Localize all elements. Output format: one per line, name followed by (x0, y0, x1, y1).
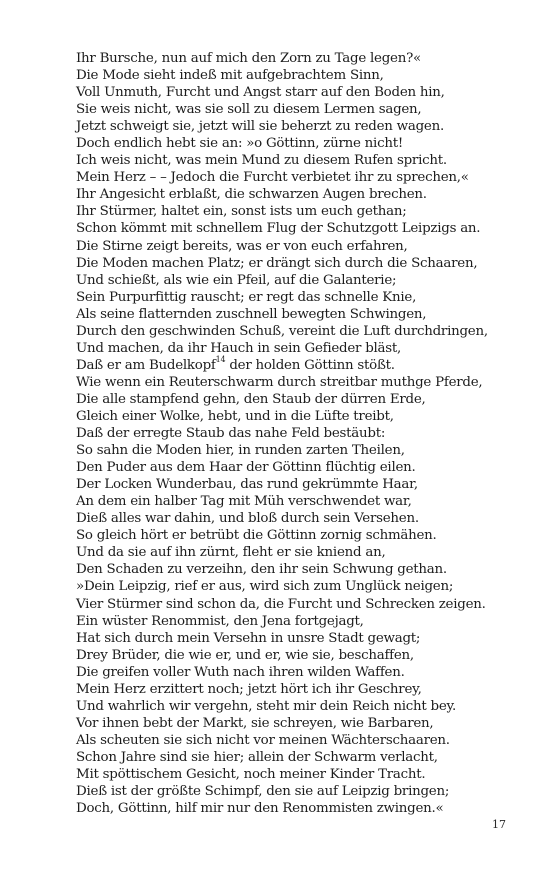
poem-line-8: Mein Herz – – Jedoch die Furcht verbietet ihr zu sprechen,« (76, 170, 469, 186)
poem-line-45: Doch, Göttinn, hilf mir nur den Renommisten zwingen.« (76, 801, 444, 817)
poem-line-24: So sahn die Moden hier, in runden zarten Theilen, (76, 443, 405, 459)
poem-line-6: Doch endlich hebt sie an: »o Göttinn, zürne nicht! (76, 136, 403, 152)
poem-line-1: Ihr Bursche, nun auf mich den Zorn zu Tage legen?« (76, 51, 421, 66)
poem-line-4: Sie weis nicht, was sie soll zu diesem Lermen sagen, (76, 102, 422, 118)
poem-line-14: Und schießt, als wie ein Pfeil, auf die Galanterie; (76, 272, 397, 288)
poem-line-39: Und wahrlich wir vergehn, steht mir dein Reich nicht bey. (76, 698, 457, 714)
poem-line-19-start: Daß er am Budelkopf (76, 357, 216, 373)
poem-line-17: Durch den geschwinden Schuß, vereint die Luft durchdringen, (76, 323, 488, 339)
poem-line-28: Dieß alles war dahin, und bloß durch sein Versehen. (76, 511, 419, 527)
poem-line-21: Die alle stampfend gehn, den Staub der dürren Erde, (76, 391, 426, 407)
poem-line-22: Gleich einer Wolke, hebt, und in die Lüfte treibt, (76, 408, 394, 424)
poem-line-25: Den Puder aus dem Haar der Göttinn flüchtig eilen. (76, 460, 416, 476)
poem-line-41: Als scheuten sie sich nicht vor meinen Wächterschaaren. (76, 732, 450, 748)
poem-line-13: Die Moden machen Platz; er drängt sich durch die Schaaren, (76, 255, 478, 271)
poem-line-7: Ich weis nicht, was mein Mund zu diesem Rufen spricht. (76, 153, 447, 169)
poem-line-16: Als seine flatternden zuschnell bewegten Schwingen, (76, 306, 427, 322)
poem-line-26: Der Locken Wunderbau, das rund gekrümmte Haar, (76, 477, 418, 493)
poem-line-15: Sein Purpurfittig rauscht; er regt das schnelle Knie, (76, 289, 417, 305)
poem-line-3: Voll Unmuth, Furcht und Angst starr auf den Boden hin, (76, 85, 445, 101)
poem-line-12: Die Stirne zeigt bereits, was er von euch erfahren, (76, 238, 408, 254)
poem-line-32: »Dein Leipzig, rief er aus, wird sich zum Unglück neigen; (76, 579, 454, 595)
poem-line-33: Vier Stürmer sind schon da, die Furcht und Schrecken zeigen. (76, 596, 486, 612)
poem-text (76, 50, 516, 817)
poem-line-19 (76, 357, 516, 374)
poem-line-34: Ein wüster Renommist, den Jena fortgejagt, (76, 613, 364, 629)
poem-line-19-end: der holden Göttinn stößt. (225, 357, 395, 373)
poem-line-29: So gleich hört er betrübt die Göttinn zornig schmähen. (76, 528, 437, 544)
footnote-marker[interactable]: 14 (215, 355, 226, 365)
poem-line-18: Und machen, da ihr Hauch in sein Gefieder bläst, (76, 340, 402, 356)
poem-line-9: Ihr Angesicht erblaßt, die schwarzen Augen brechen. (76, 187, 427, 203)
poem-line-43: Mit spöttischem Gesicht, noch meiner Kinder Tracht. (76, 766, 426, 782)
poem-line-38: Mein Herz erzittert noch; jetzt hört ich ihr Geschrey, (76, 681, 422, 697)
poem-line-42: Schon Jahre sind sie hier; allein der Schwarm verlacht, (76, 749, 438, 765)
poem-line-23: Daß der erregte Staub das nahe Feld bestäubt: (76, 426, 386, 442)
poem-line-37: Die greifen voller Wuth nach ihren wilden Waffen. (76, 664, 405, 680)
poem-line-35: Hat sich durch mein Versehn in unsre Stadt gewagt; (76, 630, 421, 646)
page-number: 17 (492, 818, 506, 831)
poem-line-40: Vor ihnen bebt der Markt, sie schreyen, wie Barbaren, (76, 715, 434, 731)
poem-line-27: An dem ein halber Tag mit Müh verschwendet war, (76, 494, 412, 510)
poem-line-11: Schon kömmt mit schnellem Flug der Schutzgott Leipzigs an. (76, 221, 481, 237)
poem-line-44: Dieß ist der größte Schimpf, den sie auf Leipzig bringen; (76, 784, 450, 800)
poem-line-31: Den Schaden zu verzeihn, den ihr sein Schwung gethan. (76, 562, 447, 578)
poem-line-2: Die Mode sieht indeß mit aufgebrachtem Sinn, (76, 68, 384, 84)
poem-line-30: Und da sie auf ihn zürnt, fleht er sie kniend an, (76, 545, 386, 561)
poem-line-5: Jetzt schweigt sie, jetzt will sie beherzt zu reden wagen. (76, 119, 444, 135)
poem-line-20: Wie wenn ein Reuterschwarm durch streitbar muthge Pferde, (76, 374, 483, 390)
poem-line-10: Ihr Stürmer, haltet ein, sonst ists um euch gethan; (76, 204, 407, 220)
poem-line-36: Drey Brüder, die wie er, und er, wie sie, beschaffen, (76, 647, 414, 663)
